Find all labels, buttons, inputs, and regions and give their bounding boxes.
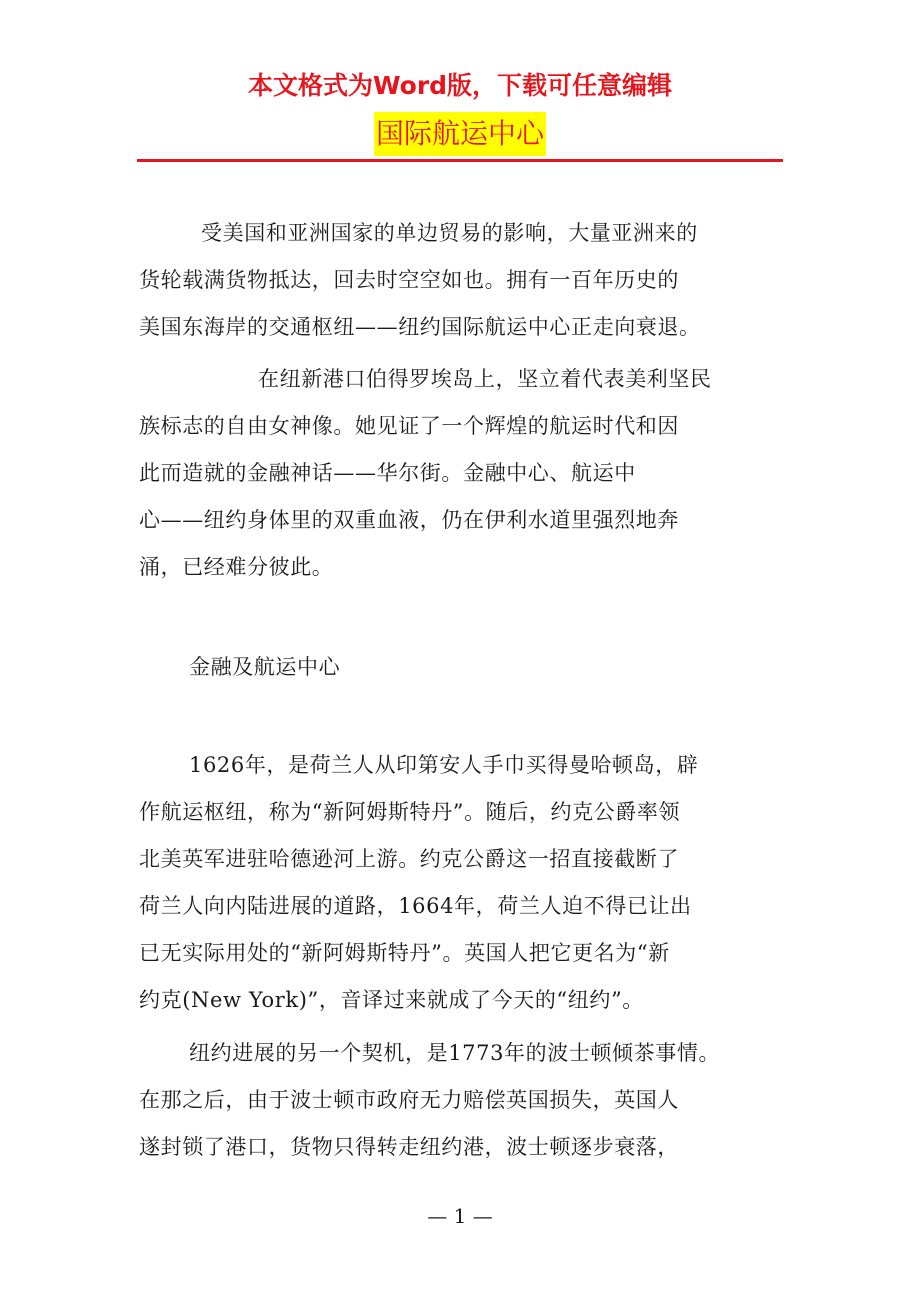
text-line: 约克(New York)”，音译过来就成了今天的“纽约”。 <box>139 988 644 1012</box>
text-line: 美国东海岸的交通枢纽——纽约国际航运中心正走向衰退。 <box>139 315 701 339</box>
section-heading: 金融及航运中心 <box>189 655 341 679</box>
text-line: 受美国和亚洲国家的单边贸易的影响，大量亚洲来的 <box>201 221 698 245</box>
text-line: 作航运枢纽，称为“新阿姆斯特丹”。随后，约克公爵率领 <box>139 800 681 824</box>
text-line: 1626年，是荷兰人从印第安人手巾买得曼哈顿岛，辟 <box>189 753 699 777</box>
text-line: 涌，已经难分彼此。 <box>139 555 334 579</box>
text-line: 货轮载满货物抵达，回去时空空如也。拥有一百年历史的 <box>139 268 679 292</box>
text-line: 此而造就的金融神话——华尔街。金融中心、航运中 <box>139 461 636 485</box>
text-line: 遂封锁了港口，货物只得转走纽约港，波士顿逐步衰落， <box>139 1135 679 1159</box>
title-container <box>0 112 920 156</box>
header-divider <box>137 159 783 162</box>
text-line: 已无实际用处的“新阿姆斯特丹”。英国人把它更名为“新 <box>139 941 670 965</box>
text-line: 北美英军进驻哈德逊河上游。约克公爵这一招直接截断了 <box>139 847 679 871</box>
text-line: 心——纽约身体里的双重血液，仍在伊利水道里强烈地奔 <box>139 508 679 532</box>
page-number: — 1 — <box>427 1204 493 1228</box>
text-line: 荷兰人向内陆进展的道路，1664年，荷兰人迫不得已让出 <box>139 894 692 918</box>
text-line: 纽约进展的另一个契机，是1773年的波士顿倾茶事情。 <box>189 1041 721 1065</box>
text-line: 族标志的自由女神像。她见证了一个辉煌的航运时代和因 <box>139 414 679 438</box>
document-title: 国际航运中心 <box>374 112 546 156</box>
text-line: 在纽新港口伯得罗埃岛上，坚立着代表美利坚民 <box>258 367 712 391</box>
text-line: 在那之后，由于波士顿市政府无力赔偿英国损失，英国人 <box>139 1088 679 1112</box>
format-banner: 本文格式为Word版，下载可任意编辑 <box>247 71 673 100</box>
